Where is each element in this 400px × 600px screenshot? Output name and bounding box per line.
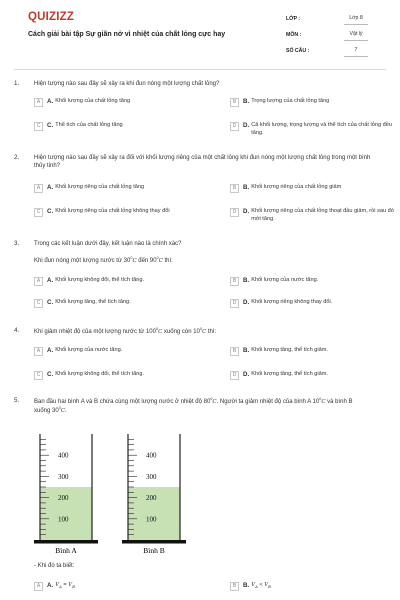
question-2 xyxy=(14,154,394,222)
meta-count-row xyxy=(286,44,368,60)
option-box: C xyxy=(34,299,43,308)
option-text: Khối lượng riêng của chất lỏng tăng xyxy=(55,184,145,190)
option-box: D xyxy=(230,371,239,380)
option-a[interactable] xyxy=(34,277,199,286)
cylinder-base xyxy=(122,540,186,544)
option-b[interactable] xyxy=(230,184,395,193)
option-text: Khối lượng riêng của chất lỏng giảm xyxy=(251,184,342,190)
option-a[interactable] xyxy=(34,184,199,193)
cylinders-figure xyxy=(28,428,208,558)
scale-label: 200 xyxy=(58,494,69,503)
option-a[interactable] xyxy=(34,98,199,107)
option-text: $V_A < V_B$ xyxy=(251,582,271,590)
option-box: B xyxy=(230,347,239,356)
option-d[interactable] xyxy=(230,208,395,223)
option-box: C xyxy=(34,122,43,131)
question-3 xyxy=(14,240,386,307)
cylinder-label: Bình B xyxy=(143,546,165,555)
question-subtext: Khi đun nóng một lượng nước từ $30^0C$ đến $90^0C$ thì: xyxy=(34,256,173,265)
option-box: C xyxy=(34,208,43,217)
meta-class-label: LỚP : xyxy=(286,16,301,23)
option-text: Khối lượng của nước tăng. xyxy=(55,347,123,353)
question-number: 4. xyxy=(14,327,20,334)
option-c[interactable] xyxy=(34,371,199,380)
option-text: Cả khối lượng, trọng lượng và thể tích của chất lỏng đều tăng. xyxy=(251,122,392,136)
worksheet-header xyxy=(14,0,386,70)
option-d[interactable] xyxy=(230,371,395,380)
option-letter: B. xyxy=(243,347,250,354)
option-text: Khối lượng của chất lỏng tăng xyxy=(55,98,131,104)
option-letter: B. xyxy=(243,582,250,589)
option-text: Khối lượng của nước tăng. xyxy=(251,277,319,283)
option-c[interactable] xyxy=(34,299,199,308)
scale-label: 400 xyxy=(58,451,69,460)
option-text: Khối lượng riêng không thay đổi. xyxy=(251,299,333,305)
option-box: C xyxy=(34,371,43,380)
option-text: Khối lượng tăng, thể tích giảm. xyxy=(251,347,328,353)
option-box: B xyxy=(230,98,239,107)
option-box: A xyxy=(34,277,43,286)
meta-subject-row xyxy=(286,28,368,44)
option-a[interactable] xyxy=(34,347,199,356)
option-text: Khối lượng tăng, thể tích tăng. xyxy=(55,299,131,305)
meta-count-label: SỐ CÂU : xyxy=(286,48,310,55)
question-text: Hiện tượng nào sau đây sẽ xảy ra khi đun nóng một lượng chất lỏng? xyxy=(34,81,220,87)
option-letter: B. xyxy=(243,98,250,105)
question-text: Ban đầu hai bình A và B chứa cùng một lượng nước ở nhiệt độ $80^0C$. Người ta giảm nhiệt độ của bình A $10^0C$ và bình B xuống $30^0C$. xyxy=(34,397,353,415)
cylinder-bình-b xyxy=(122,434,186,555)
meta-subject-label: MÔN : xyxy=(286,32,302,39)
option-d[interactable] xyxy=(230,122,395,137)
question-4 xyxy=(14,327,386,379)
question-1 xyxy=(14,80,392,136)
meta-block xyxy=(286,12,368,60)
cylinder-bình-a xyxy=(34,434,98,555)
option-text: Khối lượng tăng, thể tích giảm. xyxy=(251,371,328,377)
scale-label: 300 xyxy=(58,472,69,481)
scale-label: 300 xyxy=(146,472,157,481)
option-letter: A. xyxy=(47,582,54,589)
page-title: Cách giải bài tập Sự giãn nở vì nhiệt của chất lỏng cực hay xyxy=(28,31,226,38)
question-5 xyxy=(14,397,386,416)
option-c[interactable] xyxy=(34,122,199,131)
scale-label: 400 xyxy=(146,451,157,460)
option-letter: D. xyxy=(243,208,250,215)
question-number: 2. xyxy=(14,154,20,161)
option-letter: C. xyxy=(47,371,54,378)
option-text: Thể tích của chất lỏng tăng xyxy=(55,122,123,128)
option-box: D xyxy=(230,122,239,131)
option-text: Trọng lượng của chất lỏng tăng xyxy=(251,98,330,104)
cylinder-base xyxy=(34,540,98,544)
option-letter: C. xyxy=(47,208,54,215)
option-b[interactable] xyxy=(230,277,395,286)
option-letter: A. xyxy=(47,277,54,284)
option-box: B xyxy=(230,582,239,591)
option-box: A xyxy=(34,582,43,591)
option-box: D xyxy=(230,299,239,308)
quizizz-logo: QUIZIZZ xyxy=(28,11,75,23)
option-letter: D. xyxy=(243,299,250,306)
meta-class-value: Lớp 8 xyxy=(344,15,368,24)
question-subtext: - Khi đó ta biết: xyxy=(34,563,75,569)
option-text: Khối lượng không đổi, thể tích tăng. xyxy=(55,277,145,283)
option-box: A xyxy=(34,184,43,193)
option-text: Khối lượng riêng của chất lỏng không thay đổi xyxy=(55,208,170,214)
option-letter: A. xyxy=(47,184,54,191)
option-letter: A. xyxy=(47,98,54,105)
scale-label: 200 xyxy=(146,494,157,503)
question-text: Trong các kết luận dưới đây, kết luận nào là chính xác? xyxy=(34,241,182,247)
option-letter: A. xyxy=(47,347,54,354)
option-letter: D. xyxy=(243,122,250,129)
option-letter: C. xyxy=(47,122,54,129)
option-d[interactable] xyxy=(230,299,395,308)
option-letter: B. xyxy=(243,184,250,191)
option-c[interactable] xyxy=(34,208,199,217)
option-box: B xyxy=(230,277,239,286)
scale-label: 100 xyxy=(146,515,157,524)
meta-class-row xyxy=(286,12,368,28)
option-letter: C. xyxy=(47,299,54,306)
question-5-answers xyxy=(14,562,386,590)
scale-label: 100 xyxy=(58,515,69,524)
question-text: Hiện tượng nào sau đây sẽ xảy ra đối với khối lượng riêng của một chất lỏng khi đun nóng một lượng chất lỏng trong một bình thủy tinh? xyxy=(34,155,371,170)
question-number: 1. xyxy=(14,80,20,87)
option-letter: B. xyxy=(243,277,250,284)
cylinder-label: Bình A xyxy=(55,546,77,555)
meta-subject-value: Vật lý xyxy=(344,31,368,40)
option-text: Khối lượng không đổi, thể tích tăng. xyxy=(55,371,145,377)
option-text: Khối lượng riêng của chất lỏng thoạt đầu giảm, rồi sau đó mới tăng. xyxy=(251,208,394,222)
option-text: $V_A = V_B$ xyxy=(55,582,75,590)
option-box: B xyxy=(230,184,239,193)
question-number: 3. xyxy=(14,240,20,247)
question-number: 5. xyxy=(14,397,20,404)
option-b[interactable] xyxy=(230,347,395,356)
option-box: A xyxy=(34,347,43,356)
option-a[interactable] xyxy=(34,582,199,591)
option-letter: D. xyxy=(243,371,250,378)
question-text: Khi giảm nhiệt độ của một lượng nước từ $100^0C$ xuống còn $10^0C$ thì: xyxy=(34,327,217,335)
option-b[interactable] xyxy=(230,98,395,107)
meta-count-value: 7 xyxy=(344,47,368,56)
option-b[interactable] xyxy=(230,582,395,591)
option-box: D xyxy=(230,208,239,217)
option-box: A xyxy=(34,98,43,107)
